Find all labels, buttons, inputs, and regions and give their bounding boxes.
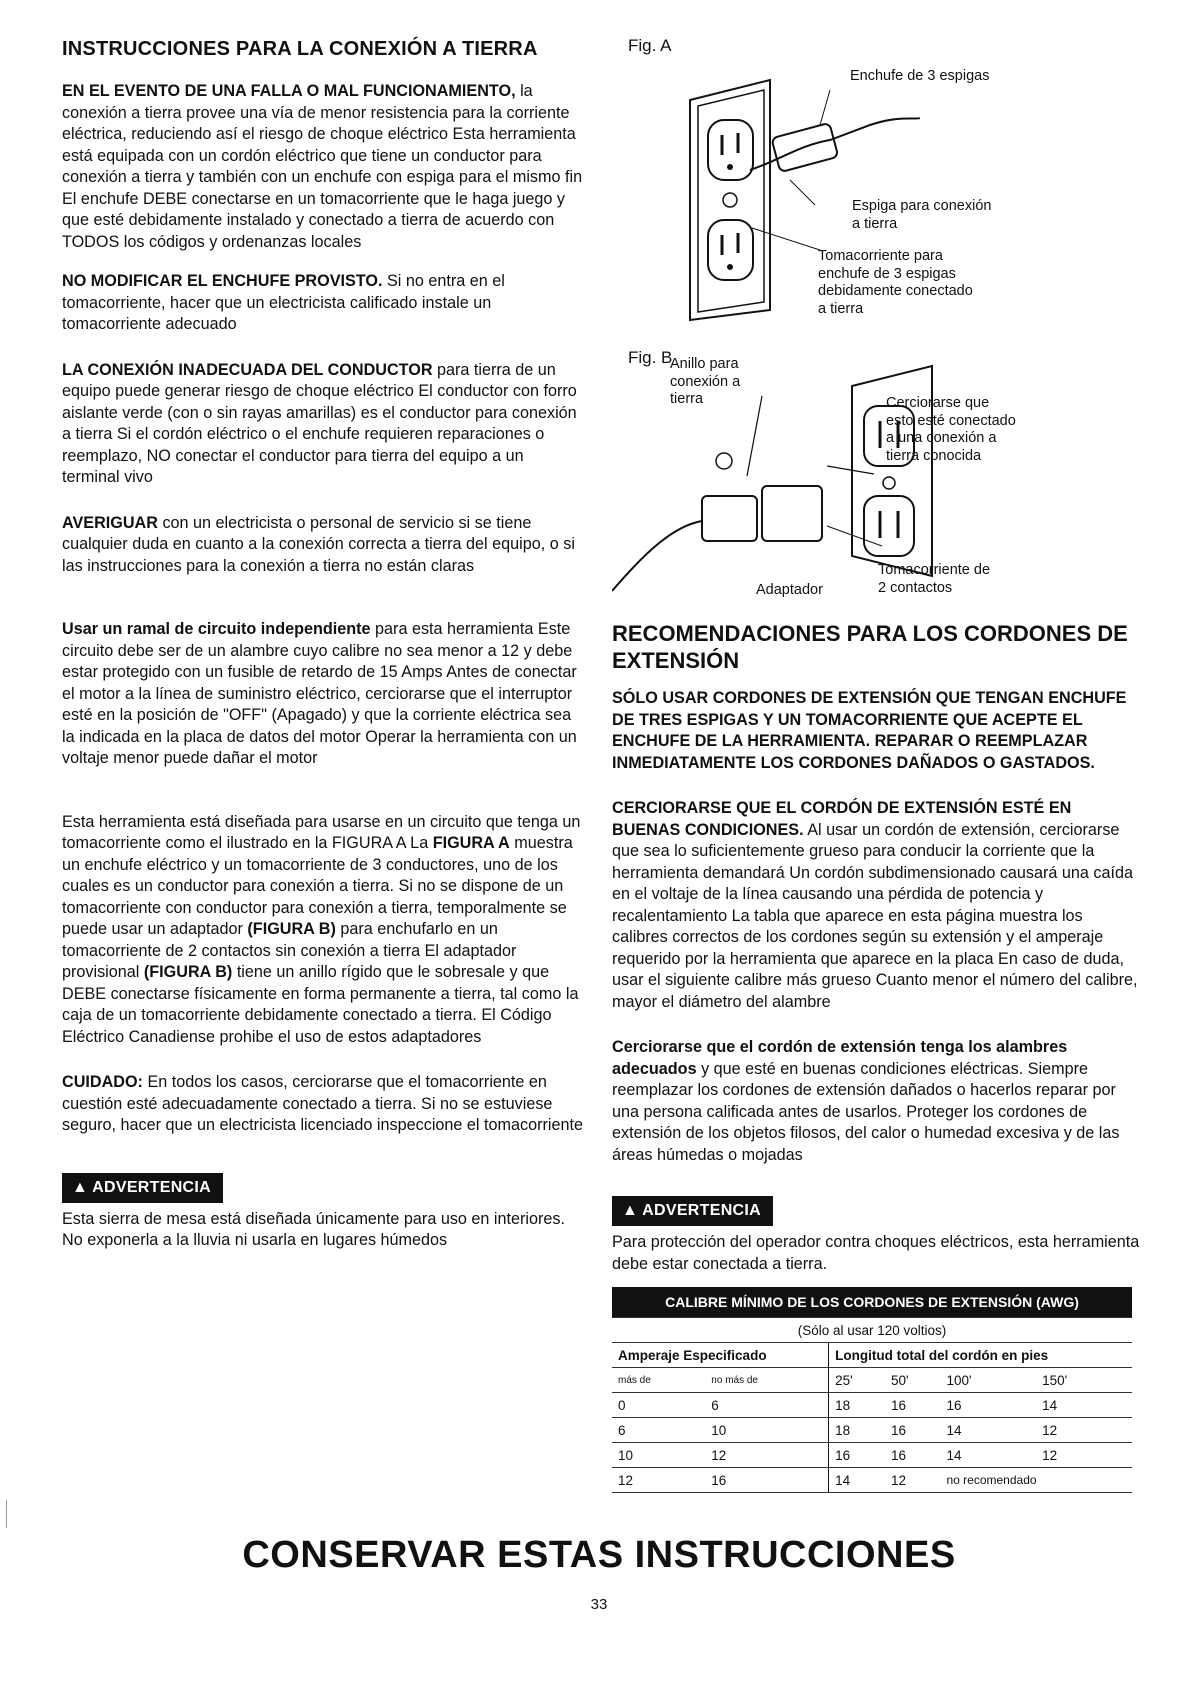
table-row: 10 12 16 16 14 12	[612, 1443, 1132, 1468]
paragraph-failure: EN EL EVENTO DE UNA FALLA O MAL FUNCIONAMIENTO, la conexión a tierra provee una vía de menor resistencia para la corriente eléctrica, reduciendo así el riesgo de choque eléctrico Esta herramienta está equipada con un cordón eléctrico que tiene un conductor para conexión a tierra y también con un enchufe con espiga para el mismo fin El enchufe DEBE conectarse en un tomacorriente que le haga juego y que esté debidamente instalado y conectado a tierra de acuerdo con TODOS los códigos y ordenanzas locales	[62, 82, 583, 251]
length-25: 25'	[829, 1368, 885, 1393]
col-length-header: Longitud total del cordón en pies	[829, 1343, 1132, 1368]
paragraph-caution: CUIDADO: En todos los casos, cerciorarse que el tomacorriente en cuestión esté adecuadamente conectado a tierra. Si no se estuviese seguro, hacer que un electricista licenciado inspeccione el tomacorriente	[62, 1073, 583, 1134]
paragraph-proper-wires: Cerciorarse que el cordón de extensión tenga los alambres adecuados y que esté en buenas condiciones eléctricas. Siempre reemplazar los cordones de extensión dañados o hacerlos reparar por una persona calificada antes de usarlos. Proteger los cordones de extensión de los objetos filosos, del calor o humedad excesiva y de las áreas húmedas o mojadas	[612, 1038, 1120, 1164]
right-column	[612, 620, 1142, 1493]
left-column	[62, 38, 584, 1252]
table-row: 12 16 14 12 no recomendado	[612, 1468, 1132, 1493]
footer-title: CONSERVAR ESTAS INSTRUCCIONES	[242, 1534, 956, 1576]
section-title-extension-cords: RECOMENDACIONES PARA LOS CORDONES DE EXTENSIÓN	[612, 621, 1128, 673]
paragraph-improper-connection: LA CONEXIÓN INADECUADA DEL CONDUCTOR para tierra de un equipo puede generar riesgo de choque eléctrico El conductor con forro aislante verde (con o sin rayas amarillas) es el conductor para conexión a tierra Si el cordón eléctrico o el enchufe requieren reparaciones o reemplazo, NO conectar el conductor para tierra del equipo a un terminal vivo	[62, 360, 577, 486]
length-100: 100'	[940, 1368, 1036, 1393]
fig-b-adapter-illustration	[612, 356, 952, 596]
warning-badge-right: ▲ ADVERTENCIA	[612, 1196, 773, 1226]
warning-badge-left: ▲ ADVERTENCIA	[62, 1173, 223, 1203]
sub-more-than: más de	[612, 1368, 705, 1393]
fig-b-ring-label: Anillo para conexión a tierra	[670, 356, 741, 407]
length-50: 50'	[885, 1368, 940, 1393]
margin-mark	[6, 1500, 7, 1528]
paragraph-only-use: SÓLO USAR CORDONES DE EXTENSIÓN QUE TENGAN ENCHUFE DE TRES ESPIGAS Y UN TOMACORRIENTE QUE ACEPTE EL ENCHUFE DE LA HERRAMIENTA. REPARAR O REEMPLAZAR INMEDIATAMENTE LOS CORDONES DAÑADOS O GASTADOS.	[612, 689, 1127, 772]
fig-a-pin-label: Espiga para conexión a tierra	[852, 198, 992, 232]
paragraph-check: AVERIGUAR con un electricista o personal de servicio si se tiene cualquier duda en cuanto a la conexión correcta a tierra del equipo, o si las instrucciones para la conexión a tierra no están claras	[62, 513, 575, 575]
page-number: 33	[590, 1596, 608, 1613]
awg-table-header: CALIBRE MÍNIMO DE LOS CORDONES DE EXTENSIÓN (AWG)	[612, 1287, 1132, 1318]
sub-not-more-than: no más de	[705, 1368, 828, 1393]
awg-table-note: (Sólo al usar 120 voltios)	[612, 1318, 1132, 1343]
table-row: 6 10 18 16 14 12	[612, 1418, 1132, 1443]
fig-a-plug-label: Enchufe de 3 espigas	[850, 68, 990, 84]
warning-triangle-icon: ▲	[622, 1202, 639, 1219]
paragraph-good-condition: CERCIORARSE QUE EL CORDÓN DE EXTENSIÓN ESTÉ EN BUENAS CONDICIONES. Al usar un cordón de extensión, cerciorarse que sea lo suficientemente grueso para conducir la corriente que la herramienta demandará Un cordón subdimensionado causará una caída en el voltaje de la línea causando una pérdida de potencia y recalentamiento La tabla que aparece en esta página muestra los calibres correctos de los cordones según su extensión y el amperaje requerido por la herramienta que aparece en la placa En caso de duda, usar el siguiente calibre más grueso Cuanto menor el número del calibre, mayor el diámetro del alambre	[612, 799, 1138, 1011]
fig-a-outlet-label: Tomacorriente para enchufe de 3 espigas debidamente conectado a tierra	[818, 248, 973, 317]
warning-text-right: Para protección del operador contra choques eléctricos, esta herramienta debe estar conectada a tierra.	[612, 1233, 1140, 1273]
fig-a-label: Fig. A	[628, 36, 672, 55]
warning-triangle-icon: ▲	[72, 1178, 89, 1196]
fig-b-outlet-label: Tomacorriente de 2 contactos	[878, 562, 991, 596]
table-row: 0 6 18 16 16 14	[612, 1393, 1132, 1418]
length-150: 150'	[1036, 1368, 1132, 1393]
col-amperage-header: Amperaje Especificado	[612, 1343, 829, 1368]
fig-b-adapter-label: Adaptador	[756, 582, 823, 598]
section-title-grounding: INSTRUCCIONES PARA LA CONEXIÓN A TIERRA	[62, 38, 538, 60]
warning-text-left: Esta sierra de mesa está diseñada únicamente para uso en interiores. No exponerla a la lluvia ni usarla en lugares húmedos	[62, 1209, 565, 1249]
awg-table	[612, 1287, 1132, 1493]
fig-b-ensure-label: Cerciorarse que esto esté conectado a una conexión a tierra conocida	[886, 395, 1016, 464]
fig-b-label: Fig. B	[628, 348, 673, 367]
paragraph-branch-circuit: Usar un ramal de circuito independiente para esta herramienta Este circuito debe ser de un alambre cuyo calibre no sea menor a 12 y debe estar protegido con un fusible de retardo de 15 Amps Antes de conectar el motor a la línea de suministro eléctrico, cerciorarse que el interruptor esté en la posición de "OFF" (Apagado) y que la corriente eléctrica sea la indicada en la placa de datos del motor Operar la herramienta con un voltaje menor puede dañar el motor	[62, 620, 577, 767]
paragraph-no-modify: NO MODIFICAR EL ENCHUFE PROVISTO. Si no entra en el tomacorriente, hacer que un electricista calificado instale un tomacorriente adecuado	[62, 272, 505, 333]
paragraph-figure-explanation: Esta herramienta está diseñada para usarse en un circuito que tenga un tomacorriente como el ilustrado en la FIGURA A La FIGURA A muestra un enchufe eléctrico y un tomacorriente de 3 conductores, uno de los cuales es un conductor para conexión a tierra. Si no se dispone de un tomacorriente con conductor para conexión a tierra, temporalmente se puede usar un adaptador (FIGURA B) para enchufarlo en un tomacorriente de 2 contactos sin conexión a tierra El adaptador provisional (FIGURA B) tiene un anillo rígido que le sobresale y que DEBE conectarse físicamente en forma permanente a tierra, tal como la caja de un tomacorriente debidamente conectado a tierra. El Código Eléctrico Canadiense prohibe el uso de estos adaptadores	[62, 812, 581, 1046]
